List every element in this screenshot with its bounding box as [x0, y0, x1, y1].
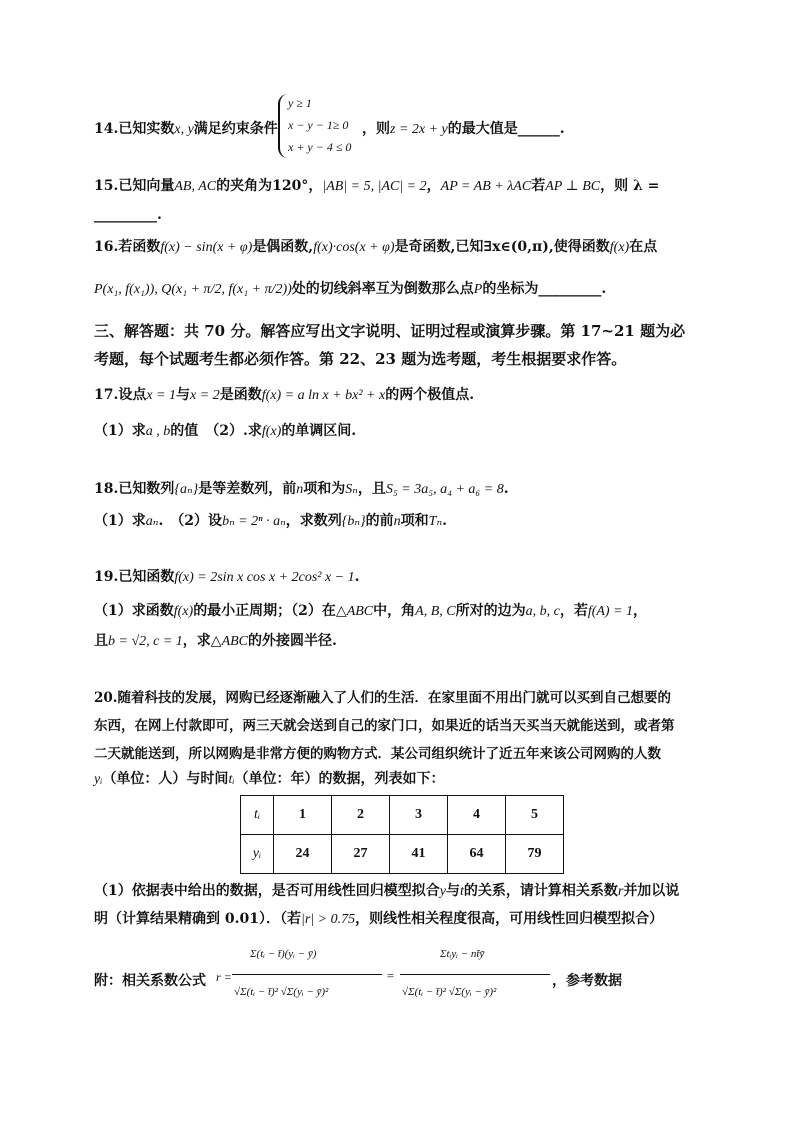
q18-sub1b: . （2）设	[158, 513, 223, 529]
t-cell: 2	[332, 796, 390, 835]
q16-f1: f(x) − sin(x + φ)	[160, 240, 253, 255]
q17-subquestions	[94, 420, 356, 440]
q15-text5: ，则 λ =	[600, 178, 660, 194]
q20-line3: 二天就能送到，所以网购是非常方便的购物方式．某公司组织统计了近五年来该公司网购的人数	[94, 746, 661, 762]
q18-bn2: {bₙ}	[341, 514, 366, 529]
q20-p1c: 的关系，请计算相关系数	[463, 883, 618, 899]
q17-e2: x = 2	[190, 388, 220, 403]
q20-p1a: （1）依据表中给出的数据，是否可用线性回归模型拟合	[94, 883, 440, 899]
q18-sub2: ，求数列	[285, 513, 342, 529]
fraction-bar-1	[232, 974, 382, 975]
q14-vars: x, y	[174, 122, 194, 137]
q20-line2: 东西，在网上付款即可，两三天就会送到自己的家门口，如果近的话当天买当天就能送到，或者第	[94, 718, 675, 734]
equals-sign: =	[386, 968, 395, 983]
q16-line2	[94, 278, 606, 298]
q20-part1	[94, 880, 679, 900]
q14-constraint-1: y ≥ 1	[288, 96, 312, 110]
q17-sub2: 的单调区间.	[281, 423, 357, 439]
q18-subquestions	[94, 510, 447, 530]
q14-tail	[362, 118, 565, 138]
q16-l1d: ∈(0,π),使得函数	[500, 239, 610, 255]
section-3-line1: 三、解答题：共 70 分。解答应写出文字说明、证明过程或演算步骤。第 17~21 题为必	[94, 322, 686, 340]
q15-text4: 若	[531, 178, 546, 194]
q19-sub1f: ，	[633, 603, 648, 619]
q17-line1a: 17.设点	[94, 387, 147, 403]
q15-magnitudes: |AB| = 5, |AC| = 2	[322, 179, 427, 194]
y-cell: 79	[506, 835, 564, 874]
q20-l4b: （单位：人）与时间	[102, 771, 229, 787]
q18-cond: S₅ = 3a₅, a₄ + a₆ = 8	[385, 482, 504, 497]
q18-sub2b: 的前	[365, 513, 394, 529]
formula-denominator-1: √Σ(tᵢ − t̄)² √Σ(yᵢ − ȳ)²	[234, 986, 329, 998]
q17-sub1b: 的值 （2）.求	[170, 423, 262, 439]
question-15	[94, 175, 659, 195]
q15-text2: 的夹角为120°，	[216, 178, 323, 194]
q17-ab: a , b	[145, 424, 171, 439]
question-17	[94, 384, 474, 404]
q20-l4d: （单位：年）的数据，列表如下：	[234, 771, 445, 787]
q18-sub1: （1）求	[94, 513, 146, 529]
q19-fa: f(A) = 1	[587, 604, 634, 619]
q19-line3b: ，求	[182, 633, 211, 649]
question-19	[94, 566, 360, 586]
y-cell: 64	[448, 835, 506, 874]
q20-p1y: y	[439, 884, 446, 899]
q16-f2: f(x)·cos(x + φ)	[313, 240, 395, 255]
formula-numerator-2: Σtᵢyᵢ − nt̄ȳ	[440, 948, 485, 960]
y-cell: 27	[332, 835, 390, 874]
q20-p2a: 明（计算结果精确到 0.01）．（若	[94, 911, 301, 927]
q18-an: {aₙ}	[174, 482, 199, 497]
q14-comma: ，则	[362, 121, 390, 137]
q19-line1b: .	[354, 569, 360, 585]
q20-line4	[94, 768, 445, 788]
r-label: r =	[216, 970, 232, 984]
q17-e3: f(x) = a ln x + bx² + x	[261, 388, 386, 403]
section-3-line2: 考题，每个试题考生都必须作答。第 22、23 题为选考题，考生根据要求作答。	[94, 350, 627, 368]
q19-sub1e: ，若	[559, 603, 588, 619]
q18-sub2c: 项和	[400, 513, 429, 529]
q16-l1e: 在点	[629, 239, 658, 255]
q19-fx: f(x) = 2sin x cos x + 2cos² x − 1	[174, 570, 355, 585]
q20-part2	[94, 908, 663, 928]
q16-points: P(x₁, f(x₁)), Q(x₁ + π/2, f(x₁ + π/2))	[94, 282, 292, 297]
q20-p1b: 与	[445, 883, 460, 899]
q19-sub1d: 所对的边为	[455, 603, 526, 619]
q19-sub1b: 的最小正周期；（2）在	[193, 603, 336, 619]
data-table	[240, 795, 564, 874]
q18-sn: Sₙ	[345, 482, 358, 497]
q15-blank: _________.	[94, 207, 162, 223]
q20-line1: 20.随着科技的发展，网购已经逐渐融入了人们的生活．在家里面不用出门就可以买到自己想要的	[94, 690, 671, 706]
q20-p1t: t	[459, 884, 464, 899]
q16-l1b: 是偶函数,	[252, 239, 314, 255]
q18-line1a: 18.已知数列	[94, 481, 175, 497]
question-16	[94, 236, 657, 256]
q16-pv: P	[473, 282, 483, 297]
q17-e1: x = 1	[146, 388, 177, 403]
q19-sub1: （1）求函数	[94, 603, 174, 619]
question-18	[94, 478, 509, 498]
q19-fx2: f(x)	[173, 604, 194, 619]
q16-l2b: 的坐标为_________.	[482, 281, 607, 297]
table-row-t	[241, 796, 564, 835]
q19-line3a: 且	[94, 633, 108, 649]
q14-suffix: 的最大值是______.	[447, 121, 565, 137]
q18-bn: bₙ = 2ⁿ · aₙ	[222, 514, 286, 529]
q17-line1d: 的两个极值点.	[385, 387, 475, 403]
q18-n2: n	[393, 514, 401, 529]
y-cell: 24	[274, 835, 332, 874]
q19-line3	[94, 630, 337, 650]
q20-appendix-label: 附：相关系数公式	[94, 973, 206, 989]
q19-abc2: a, b, c	[525, 604, 560, 619]
q19-line1a: 19.已知函数	[94, 569, 175, 585]
q18-tn: Tₙ	[428, 514, 443, 529]
q20-p2r: |r| > 0.75	[300, 912, 356, 927]
q18-an2: aₙ	[145, 514, 159, 529]
y-header: yᵢ	[241, 835, 274, 874]
formula-denominator-2: √Σ(tᵢ − t̄)² √Σ(yᵢ − ȳ)²	[402, 986, 497, 998]
q18-sub2d: .	[442, 513, 447, 529]
q19-sub	[94, 600, 647, 620]
q19-line3c: 的外接圆半径.	[248, 633, 337, 649]
q15-ap-def: AP = AB + λAC	[440, 179, 532, 194]
q18-line1e: .	[503, 481, 509, 497]
fraction-bar-2	[400, 974, 550, 975]
reference-data-label: ，参考数据	[552, 973, 622, 989]
q14-objective: z = 2x + y	[390, 122, 448, 137]
q19-abc: A, B, C	[415, 604, 456, 619]
q18-line1b: 是等差数列，前	[198, 481, 297, 497]
q20-p1d: 并加以说	[623, 883, 680, 899]
q20-p1r: r	[617, 884, 624, 899]
q14-mid: 满足约束条件	[193, 121, 278, 137]
q16-f3: f(x)	[609, 240, 630, 255]
q15-text1: 15.已知向量	[94, 178, 175, 194]
t-header: tᵢ	[241, 796, 274, 835]
q16-l1c: 是奇函数,已知∃x	[394, 239, 501, 255]
q14-constraint-3: x + y − 4 ≤ 0	[288, 140, 352, 154]
question-14	[94, 118, 278, 138]
table-row-y	[241, 835, 564, 874]
q20-yi: yᵢ	[94, 772, 103, 787]
q17-line1b: 与	[176, 387, 191, 403]
q17-line1c: 是函数	[219, 387, 262, 403]
q20-ti: tᵢ	[228, 772, 235, 787]
q17-fx: f(x)	[261, 424, 282, 439]
q19-bc: b = √2, c = 1	[108, 634, 183, 649]
q19-sub1c: 中，角	[373, 603, 416, 619]
q18-n: n	[296, 482, 304, 497]
q20-p2b: ，则线性相关程度很高，可用线性回归模型拟合）	[355, 911, 664, 927]
t-cell: 4	[448, 796, 506, 835]
q18-line1c: 项和为	[303, 481, 346, 497]
t-cell: 1	[274, 796, 332, 835]
t-cell: 3	[390, 796, 448, 835]
q14-prefix: 14.已知实数	[94, 121, 175, 137]
q17-sub1: （1）求	[94, 423, 146, 439]
q16-l1a: 16.若函数	[94, 239, 161, 255]
q18-line1d: ，且	[357, 481, 386, 497]
q14-constraint-system	[278, 94, 360, 158]
q19-tri: △ABC	[335, 604, 374, 619]
q16-l2: 处的切线斜率互为倒数那么点	[291, 281, 474, 297]
q14-constraint-2: x − y − 1≥ 0	[288, 118, 349, 132]
q15-perp: AP ⊥ BC	[545, 179, 601, 194]
t-cell: 5	[506, 796, 564, 835]
q15-text3: ，	[426, 178, 441, 194]
y-cell: 41	[390, 835, 448, 874]
q15-vectors: AB, AC	[174, 179, 217, 194]
q19-tri2: △ABC	[210, 634, 249, 649]
formula-numerator-1: Σ(tᵢ − t̄)(yᵢ − ȳ)	[250, 948, 317, 960]
